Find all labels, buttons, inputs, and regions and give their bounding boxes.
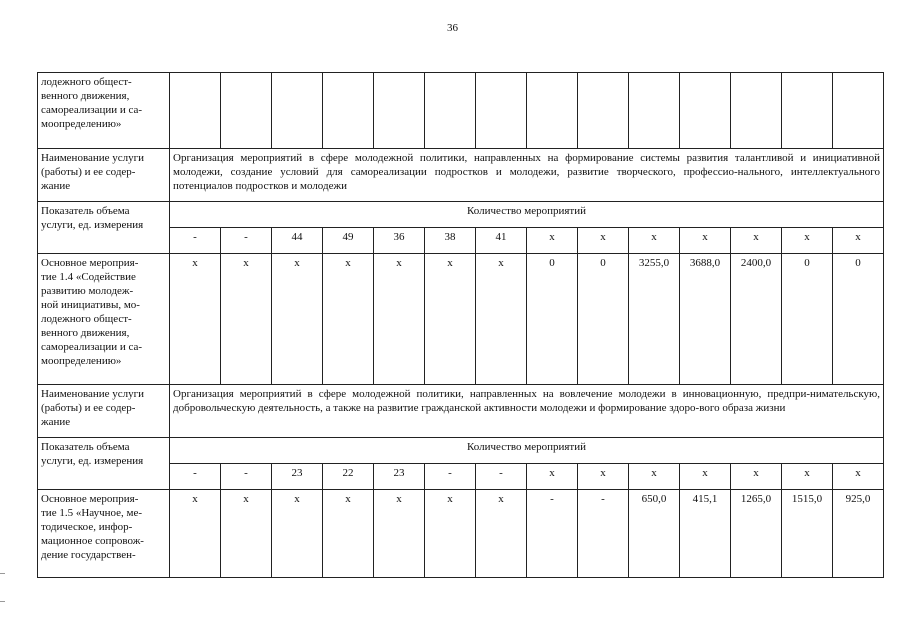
volume-cell: x — [629, 228, 680, 254]
indicator-label-a: Показатель объема услуги, ед. измерения — [38, 202, 170, 254]
table-row-unit-a — [38, 202, 884, 228]
volume-cell: - — [170, 228, 221, 254]
event-label-b: Основное мероприя- тие 1.5 «Научное, ме- тодическое, инфор- мационное сопровож- дение государствен- — [38, 490, 170, 578]
page-number: 36 — [447, 22, 458, 34]
event-cell: x — [272, 490, 323, 578]
event-cell: x — [425, 490, 476, 578]
volume-cell: x — [629, 464, 680, 490]
event-cell: x — [272, 254, 323, 385]
event-cell: 925,0 — [833, 490, 884, 578]
volume-cell: - — [221, 464, 272, 490]
event-cell: 0 — [782, 254, 833, 385]
table-row-event-b — [38, 490, 884, 578]
empty-cell — [782, 73, 833, 149]
event-cell: x — [425, 254, 476, 385]
service-text-a: Организация мероприятий в сфере молодежной политики, направленных на формирование системы развития талантливой и инициативной молодежи, создание условий для самореализации подростков и молодежи, развитие творческого, профессио-нального, интеллектуального потенциалов подростков и молодежи — [170, 149, 884, 202]
event-cell: x — [374, 490, 425, 578]
event-cell: 0 — [527, 254, 578, 385]
event-cell: 3688,0 — [680, 254, 731, 385]
volume-cell: - — [425, 464, 476, 490]
volume-cell: x — [782, 228, 833, 254]
volume-cell: x — [527, 464, 578, 490]
volume-cell: 23 — [374, 464, 425, 490]
event-cell: - — [527, 490, 578, 578]
volume-cell: - — [221, 228, 272, 254]
table-row-unit-b — [38, 438, 884, 464]
volume-cell: x — [782, 464, 833, 490]
event-cell: 1265,0 — [731, 490, 782, 578]
event-cell: x — [323, 490, 374, 578]
event-cell: x — [221, 254, 272, 385]
volume-cell: 41 — [476, 228, 527, 254]
volume-cell: - — [170, 464, 221, 490]
volume-cell: x — [578, 228, 629, 254]
event-cell: x — [476, 254, 527, 385]
volume-cell: 22 — [323, 464, 374, 490]
volume-cell: 49 — [323, 228, 374, 254]
empty-cell — [170, 73, 221, 149]
empty-cell — [323, 73, 374, 149]
event-label-a: Основное мероприя- тие 1.4 «Содействие развитию молодеж- ной инициативы, мо- лодежного общест- венного движения, самореализации и са- моопределению» — [38, 254, 170, 385]
empty-cell — [425, 73, 476, 149]
empty-cell — [272, 73, 323, 149]
volume-cell: x — [731, 464, 782, 490]
event-cell: 0 — [833, 254, 884, 385]
service-label-a: Наименование услуги (работы) и ее содер- жание — [38, 149, 170, 202]
volume-cell: - — [476, 464, 527, 490]
margin-tick — [0, 601, 5, 602]
unit-label-b: Количество мероприятий — [170, 438, 884, 464]
volume-cell: 44 — [272, 228, 323, 254]
volume-cell: x — [680, 464, 731, 490]
volume-cell: x — [680, 228, 731, 254]
empty-cell — [374, 73, 425, 149]
margin-tick — [0, 573, 5, 574]
event-cell: x — [476, 490, 527, 578]
volume-cell: x — [833, 464, 884, 490]
event-cell: 1515,0 — [782, 490, 833, 578]
event-cell: 0 — [578, 254, 629, 385]
empty-cell — [833, 73, 884, 149]
volume-cell: x — [833, 228, 884, 254]
event-cell: x — [374, 254, 425, 385]
event-cell: x — [221, 490, 272, 578]
empty-cell — [221, 73, 272, 149]
volume-cell: 36 — [374, 228, 425, 254]
empty-cell — [476, 73, 527, 149]
program-table — [37, 72, 884, 578]
event-cell: 2400,0 — [731, 254, 782, 385]
row-label-continuation: лодежного общест- венного движения, самореализации и са- моопределению» — [38, 73, 170, 149]
event-cell: - — [578, 490, 629, 578]
table-row-continuation — [38, 73, 884, 149]
event-cell: x — [170, 254, 221, 385]
service-text-b: Организация мероприятий в сфере молодежной политики, направленных на вовлечение молодежи в инновационную, предпри-нимательскую, добровольческую деятельность, а также на развитие гражданской активности молодежи и формирование здоро-вого образа жизни — [170, 385, 884, 438]
event-cell: 650,0 — [629, 490, 680, 578]
empty-cell — [629, 73, 680, 149]
table-row-service-a — [38, 149, 884, 202]
volume-cell: 38 — [425, 228, 476, 254]
event-cell: 3255,0 — [629, 254, 680, 385]
volume-cell: x — [527, 228, 578, 254]
empty-cell — [680, 73, 731, 149]
event-cell: 415,1 — [680, 490, 731, 578]
volume-cell: 23 — [272, 464, 323, 490]
service-label-b: Наименование услуги (работы) и ее содер- жание — [38, 385, 170, 438]
event-cell: x — [170, 490, 221, 578]
event-cell: x — [323, 254, 374, 385]
empty-cell — [731, 73, 782, 149]
volume-cell: x — [731, 228, 782, 254]
empty-cell — [578, 73, 629, 149]
unit-label-a: Количество мероприятий — [170, 202, 884, 228]
table-row-event-a — [38, 254, 884, 385]
indicator-label-b: Показатель объема услуги, ед. измерения — [38, 438, 170, 490]
empty-cell — [527, 73, 578, 149]
volume-cell: x — [578, 464, 629, 490]
table-row-service-b — [38, 385, 884, 438]
